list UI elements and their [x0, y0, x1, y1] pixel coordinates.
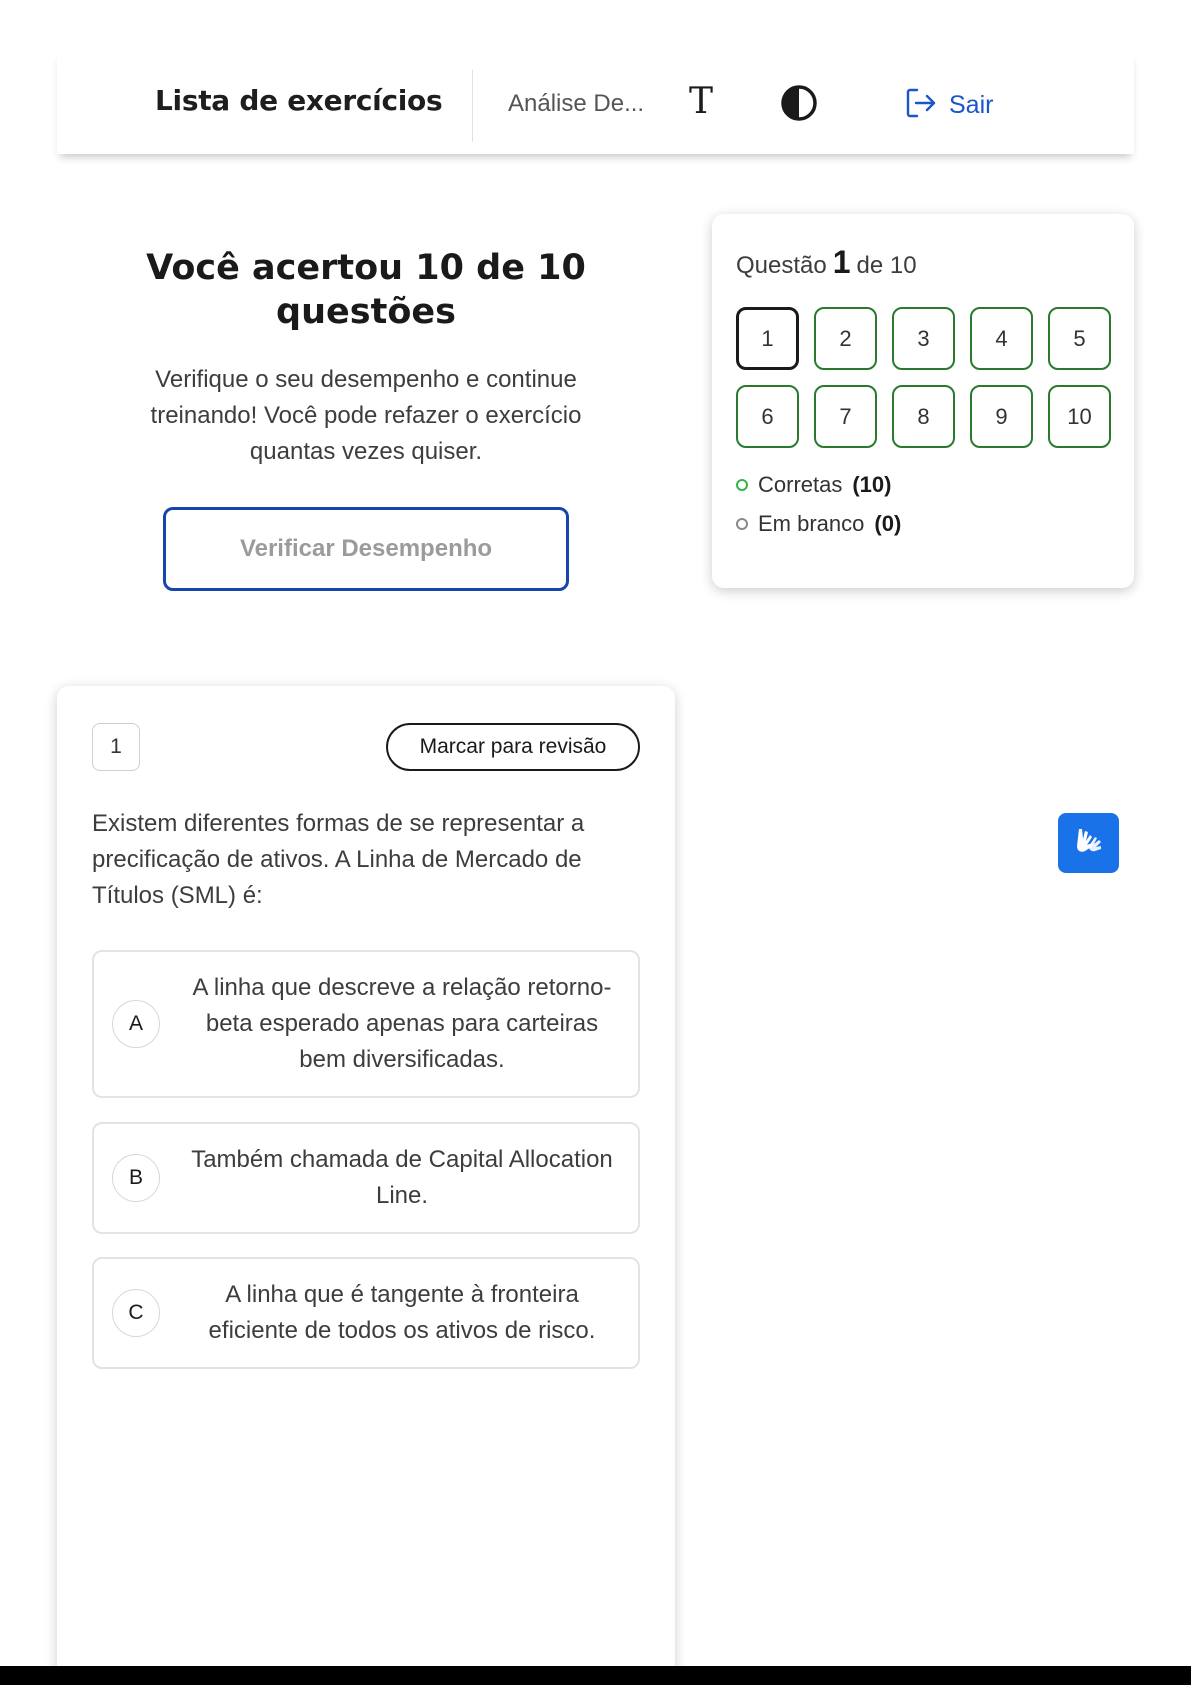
question-button[interactable]: 6: [736, 385, 799, 448]
legend-blank: [736, 511, 901, 537]
correct-dot-icon: [736, 479, 748, 491]
counter-current: 1: [832, 244, 851, 280]
question-card: [57, 686, 675, 1685]
counter-suffix: de 10: [856, 252, 917, 279]
text-size-icon[interactable]: T: [688, 81, 713, 122]
page-title: Lista de exercícios: [155, 84, 443, 117]
question-button[interactable]: 9: [970, 385, 1033, 448]
question-grid: [736, 307, 1114, 448]
legend-correct: [736, 472, 891, 498]
logout-icon: [905, 87, 937, 124]
logout-label: Sair: [949, 90, 994, 119]
logout-button[interactable]: [905, 88, 993, 122]
question-button[interactable]: 8: [892, 385, 955, 448]
option-text: A linha que é tangente à fronteira eficiente de todos os ativos de risco.: [208, 1281, 596, 1344]
result-title: Você acertou 10 de 10 questões: [146, 248, 586, 332]
contrast-icon[interactable]: [779, 83, 819, 123]
screen-bottom-bar: [0, 1666, 1191, 1685]
question-button[interactable]: 2: [814, 307, 877, 370]
question-number: 1: [92, 723, 140, 771]
result-description: Verifique o seu desempenho e continue treinando! Você pode refazer o exercício quantas vezes quiser.: [150, 366, 582, 465]
sign-language-icon[interactable]: [1058, 813, 1119, 873]
counter-prefix: Questão: [736, 252, 827, 279]
option-letter: B: [112, 1154, 160, 1202]
legend-count: (10): [852, 472, 892, 497]
question-button[interactable]: 4: [970, 307, 1033, 370]
question-button[interactable]: 10: [1048, 385, 1111, 448]
question-button[interactable]: 7: [814, 385, 877, 448]
blank-dot-icon: [736, 518, 748, 530]
question-button[interactable]: 3: [892, 307, 955, 370]
question-text: Existem diferentes formas de se representar a precificação de ativos. A Linha de Mercado de Títulos (SML) é:: [92, 810, 585, 909]
mark-for-review-button[interactable]: Marcar para revisão: [386, 723, 640, 771]
legend-count: (0): [874, 511, 902, 536]
header-divider: [472, 70, 473, 142]
option-letter: C: [112, 1289, 160, 1337]
question-button[interactable]: 5: [1048, 307, 1111, 370]
option-letter: A: [112, 1000, 160, 1048]
answer-option-c[interactable]: [92, 1257, 640, 1369]
subject-name: Análise De...: [508, 90, 645, 117]
question-button[interactable]: 1: [736, 307, 799, 370]
legend-label: Em branco: [758, 511, 865, 536]
option-text: A linha que descreve a relação retorno-beta esperado apenas para carteiras bem diversificadas.: [192, 974, 612, 1073]
answer-option-a[interactable]: [92, 950, 640, 1098]
question-counter: [736, 244, 917, 281]
verify-performance-button[interactable]: Verificar Desempenho: [163, 507, 569, 591]
app-header: [57, 52, 1134, 154]
option-text: Também chamada de Capital Allocation Line.: [191, 1146, 613, 1209]
legend-label: Corretas: [758, 472, 843, 497]
answer-option-b[interactable]: [92, 1122, 640, 1234]
question-navigator: [712, 214, 1134, 588]
